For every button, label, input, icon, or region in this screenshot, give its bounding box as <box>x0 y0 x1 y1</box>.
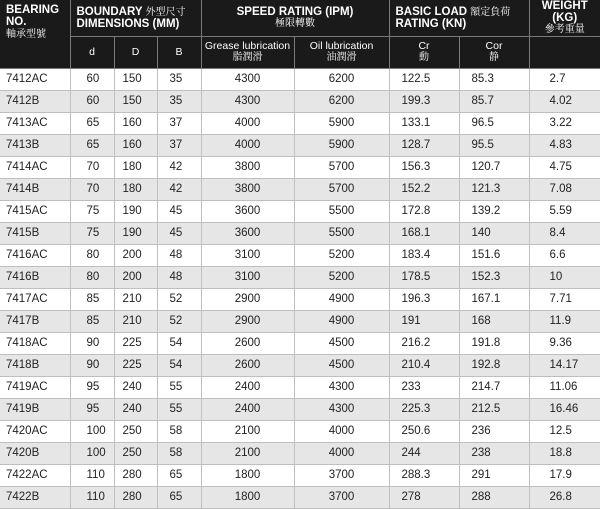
weight-header <box>529 0 600 36</box>
cell-cr: 216.2 <box>389 332 459 354</box>
table-row <box>0 332 600 354</box>
cell-cor: 152.3 <box>459 266 529 288</box>
cell-d: 95 <box>70 376 114 398</box>
cell-model: 7420B <box>0 442 70 464</box>
cell-cor: 236 <box>459 420 529 442</box>
cell-oil: 3700 <box>294 486 389 508</box>
bearing-no-header <box>0 0 70 68</box>
cell-D: 240 <box>114 398 157 420</box>
cr-label-cn: 動 <box>419 51 429 63</box>
cell-D: 200 <box>114 244 157 266</box>
speed-rating-header <box>201 0 389 36</box>
cell-model: 7414B <box>0 178 70 200</box>
cell-grease: 3600 <box>201 222 294 244</box>
cell-d: 100 <box>70 420 114 442</box>
cell-cor: 191.8 <box>459 332 529 354</box>
cell-d: 75 <box>70 200 114 222</box>
cell-B: 37 <box>157 112 201 134</box>
cell-d: 100 <box>70 442 114 464</box>
cell-model: 7413B <box>0 134 70 156</box>
cell-cor: 121.3 <box>459 178 529 200</box>
cell-D: 180 <box>114 178 157 200</box>
cell-d: 65 <box>70 134 114 156</box>
cell-oil: 4300 <box>294 398 389 420</box>
cell-model: 7415B <box>0 222 70 244</box>
cell-d: 90 <box>70 332 114 354</box>
table-row <box>0 464 600 486</box>
table-header <box>0 0 600 68</box>
cell-model: 7420AC <box>0 420 70 442</box>
cell-model: 7412AC <box>0 68 70 90</box>
table-row <box>0 68 600 90</box>
cell-cor: 85.3 <box>459 68 529 90</box>
weight-label: WEIGHT (KG) <box>541 0 588 25</box>
cell-weight: 3.22 <box>529 112 600 134</box>
cell-grease: 4300 <box>201 68 294 90</box>
cell-B: 48 <box>157 244 201 266</box>
cell-D: 250 <box>114 420 157 442</box>
cell-model: 7413AC <box>0 112 70 134</box>
col-header-cor <box>459 36 529 68</box>
grease-label-cn: 脂潤滑 <box>232 51 263 63</box>
cell-d: 90 <box>70 354 114 376</box>
cell-cr: 152.2 <box>389 178 459 200</box>
cell-cr: 183.4 <box>389 244 459 266</box>
table-row <box>0 200 600 222</box>
cell-model: 7412B <box>0 90 70 112</box>
cell-oil: 5900 <box>294 134 389 156</box>
table-row <box>0 222 600 244</box>
table-row <box>0 420 600 442</box>
cell-D: 160 <box>114 112 157 134</box>
cell-weight: 4.02 <box>529 90 600 112</box>
cell-cr: 133.1 <box>389 112 459 134</box>
cell-weight: 11.9 <box>529 310 600 332</box>
cell-cr: 156.3 <box>389 156 459 178</box>
cell-B: 58 <box>157 420 201 442</box>
cell-cr: 168.1 <box>389 222 459 244</box>
cell-weight: 10 <box>529 266 600 288</box>
cell-oil: 5200 <box>294 244 389 266</box>
cell-grease: 1800 <box>201 464 294 486</box>
cell-grease: 2600 <box>201 354 294 376</box>
cell-oil: 6200 <box>294 90 389 112</box>
cell-oil: 4000 <box>294 442 389 464</box>
cell-cor: 139.2 <box>459 200 529 222</box>
cell-B: 37 <box>157 134 201 156</box>
cell-model: 7416B <box>0 266 70 288</box>
cell-weight: 6.6 <box>529 244 600 266</box>
table-row <box>0 112 600 134</box>
cell-oil: 5700 <box>294 178 389 200</box>
cell-oil: 5700 <box>294 156 389 178</box>
cell-cr: 128.7 <box>389 134 459 156</box>
cell-cor: 151.6 <box>459 244 529 266</box>
cell-cor: 291 <box>459 464 529 486</box>
rating-label: RATING (KN) <box>395 18 467 31</box>
col-header-B: B <box>157 36 201 68</box>
cell-D: 225 <box>114 354 157 376</box>
cell-B: 35 <box>157 68 201 90</box>
cell-B: 48 <box>157 266 201 288</box>
cell-cor: 140 <box>459 222 529 244</box>
cell-cr: 172.8 <box>389 200 459 222</box>
cell-D: 180 <box>114 156 157 178</box>
cell-oil: 4500 <box>294 354 389 376</box>
cell-model: 7422AC <box>0 464 70 486</box>
cell-cr: 288.3 <box>389 464 459 486</box>
cell-cor: 288 <box>459 486 529 508</box>
cell-d: 85 <box>70 288 114 310</box>
table-row <box>0 266 600 288</box>
cell-model: 7419B <box>0 398 70 420</box>
cell-D: 150 <box>114 68 157 90</box>
cell-B: 42 <box>157 178 201 200</box>
cell-oil: 4000 <box>294 420 389 442</box>
cell-B: 45 <box>157 200 201 222</box>
cell-oil: 4900 <box>294 310 389 332</box>
bearing-no-label: BEARING NO. <box>6 4 60 29</box>
table-row <box>0 178 600 200</box>
cell-d: 70 <box>70 178 114 200</box>
cell-B: 52 <box>157 310 201 332</box>
cell-cr: 233 <box>389 376 459 398</box>
table-row <box>0 442 600 464</box>
cell-weight: 5.59 <box>529 200 600 222</box>
cell-oil: 5900 <box>294 112 389 134</box>
grease-label: Grease lubrication <box>204 39 291 52</box>
cell-oil: 3700 <box>294 464 389 486</box>
cell-cor: 96.5 <box>459 112 529 134</box>
cell-d: 80 <box>70 244 114 266</box>
cell-grease: 2900 <box>201 288 294 310</box>
cell-weight: 7.71 <box>529 288 600 310</box>
cell-d: 85 <box>70 310 114 332</box>
col-header-cr <box>389 36 459 68</box>
cell-cr: 244 <box>389 442 459 464</box>
cell-D: 150 <box>114 90 157 112</box>
cell-weight: 8.4 <box>529 222 600 244</box>
cell-grease: 2100 <box>201 442 294 464</box>
cell-cr: 250.6 <box>389 420 459 442</box>
cell-weight: 26.8 <box>529 486 600 508</box>
cell-model: 7418B <box>0 354 70 376</box>
cell-cr: 191 <box>389 310 459 332</box>
cell-grease: 4000 <box>201 134 294 156</box>
cell-D: 250 <box>114 442 157 464</box>
cell-B: 52 <box>157 288 201 310</box>
weight-label-cn: 參考重量 <box>544 24 585 36</box>
col-header-D: D <box>114 36 157 68</box>
cor-label-cn: 静 <box>489 51 499 63</box>
cell-B: 42 <box>157 156 201 178</box>
cell-B: 58 <box>157 442 201 464</box>
cell-weight: 7.08 <box>529 178 600 200</box>
cell-cor: 168 <box>459 310 529 332</box>
cell-oil: 5200 <box>294 266 389 288</box>
cell-cr: 196.3 <box>389 288 459 310</box>
cell-d: 110 <box>70 486 114 508</box>
cell-cor: 167.1 <box>459 288 529 310</box>
cell-D: 190 <box>114 222 157 244</box>
cell-grease: 3600 <box>201 200 294 222</box>
cell-weight: 4.75 <box>529 156 600 178</box>
cell-B: 65 <box>157 486 201 508</box>
bearing-no-label-cn: 軸承型號 <box>6 29 46 41</box>
cell-d: 80 <box>70 266 114 288</box>
cell-oil: 5500 <box>294 222 389 244</box>
cell-B: 54 <box>157 332 201 354</box>
boundary-label: BOUNDARY <box>76 5 143 18</box>
table-body <box>0 68 600 508</box>
cell-d: 60 <box>70 90 114 112</box>
cell-grease: 3800 <box>201 156 294 178</box>
col-header-oil <box>294 36 389 68</box>
cell-cr: 122.5 <box>389 68 459 90</box>
cell-grease: 2400 <box>201 376 294 398</box>
cell-weight: 2.7 <box>529 68 600 90</box>
cell-d: 70 <box>70 156 114 178</box>
cell-D: 160 <box>114 134 157 156</box>
basic-load-label-cn: 額定負荷 <box>470 6 511 18</box>
cell-cr: 225.3 <box>389 398 459 420</box>
cell-grease: 2900 <box>201 310 294 332</box>
boundary-label-cn: 外型尺寸 <box>145 6 186 18</box>
cell-model: 7417AC <box>0 288 70 310</box>
table-row <box>0 486 600 508</box>
cell-weight: 18.8 <box>529 442 600 464</box>
cell-D: 200 <box>114 266 157 288</box>
cell-B: 54 <box>157 354 201 376</box>
table-row <box>0 244 600 266</box>
cell-grease: 2400 <box>201 398 294 420</box>
cell-D: 190 <box>114 200 157 222</box>
table-row <box>0 156 600 178</box>
cell-grease: 2100 <box>201 420 294 442</box>
cell-B: 45 <box>157 222 201 244</box>
cell-B: 55 <box>157 398 201 420</box>
speed-rating-label-cn: 極限轉數 <box>275 18 315 30</box>
table-row <box>0 90 600 112</box>
cell-cor: 120.7 <box>459 156 529 178</box>
cell-cr: 178.5 <box>389 266 459 288</box>
cell-cor: 95.5 <box>459 134 529 156</box>
cell-weight: 12.5 <box>529 420 600 442</box>
cell-weight: 9.36 <box>529 332 600 354</box>
cell-grease: 3800 <box>201 178 294 200</box>
cell-D: 240 <box>114 376 157 398</box>
cell-B: 35 <box>157 90 201 112</box>
cell-D: 225 <box>114 332 157 354</box>
cell-D: 280 <box>114 486 157 508</box>
col-header-grease <box>201 36 294 68</box>
cell-d: 60 <box>70 68 114 90</box>
cr-label: Cr <box>418 39 430 52</box>
cell-weight: 14.17 <box>529 354 600 376</box>
cell-oil: 6200 <box>294 68 389 90</box>
cor-label: Cor <box>485 39 503 52</box>
cell-cor: 212.5 <box>459 398 529 420</box>
cell-weight: 17.9 <box>529 464 600 486</box>
table-row <box>0 398 600 420</box>
basic-load-rating-header <box>389 0 529 36</box>
cell-cor: 214.7 <box>459 376 529 398</box>
cell-cor: 238 <box>459 442 529 464</box>
cell-cr: 278 <box>389 486 459 508</box>
cell-model: 7422B <box>0 486 70 508</box>
cell-oil: 4300 <box>294 376 389 398</box>
col-header-d: d <box>70 36 114 68</box>
cell-model: 7419AC <box>0 376 70 398</box>
table-row <box>0 288 600 310</box>
cell-grease: 3100 <box>201 266 294 288</box>
oil-label: Oil lubrication <box>309 39 374 52</box>
cell-D: 210 <box>114 288 157 310</box>
cell-grease: 4000 <box>201 112 294 134</box>
boundary-dimensions-header <box>70 0 201 36</box>
cell-d: 95 <box>70 398 114 420</box>
cell-weight: 11.06 <box>529 376 600 398</box>
speed-rating-label: SPEED RATING (IPM) <box>236 6 354 19</box>
cell-cor: 85.7 <box>459 90 529 112</box>
cell-cor: 192.8 <box>459 354 529 376</box>
cell-oil: 4500 <box>294 332 389 354</box>
cell-weight: 16.46 <box>529 398 600 420</box>
cell-cr: 199.3 <box>389 90 459 112</box>
cell-model: 7415AC <box>0 200 70 222</box>
cell-grease: 4300 <box>201 90 294 112</box>
cell-d: 65 <box>70 112 114 134</box>
cell-weight: 4.83 <box>529 134 600 156</box>
cell-cr: 210.4 <box>389 354 459 376</box>
cell-grease: 3100 <box>201 244 294 266</box>
cell-model: 7418AC <box>0 332 70 354</box>
oil-label-cn: 油潤滑 <box>326 51 357 63</box>
cell-D: 280 <box>114 464 157 486</box>
cell-model: 7414AC <box>0 156 70 178</box>
cell-D: 210 <box>114 310 157 332</box>
cell-oil: 4900 <box>294 288 389 310</box>
table-row <box>0 134 600 156</box>
cell-model: 7416AC <box>0 244 70 266</box>
col-header-weight-blank <box>529 36 600 68</box>
table-row <box>0 376 600 398</box>
cell-grease: 2600 <box>201 332 294 354</box>
cell-oil: 5500 <box>294 200 389 222</box>
cell-B: 65 <box>157 464 201 486</box>
dimensions-label: DIMENSIONS (MM) <box>76 18 180 31</box>
table-row <box>0 354 600 376</box>
cell-model: 7417B <box>0 310 70 332</box>
cell-d: 75 <box>70 222 114 244</box>
cell-d: 110 <box>70 464 114 486</box>
basic-load-label: BASIC LOAD <box>395 5 468 18</box>
cell-grease: 1800 <box>201 486 294 508</box>
table-row <box>0 310 600 332</box>
cell-B: 55 <box>157 376 201 398</box>
